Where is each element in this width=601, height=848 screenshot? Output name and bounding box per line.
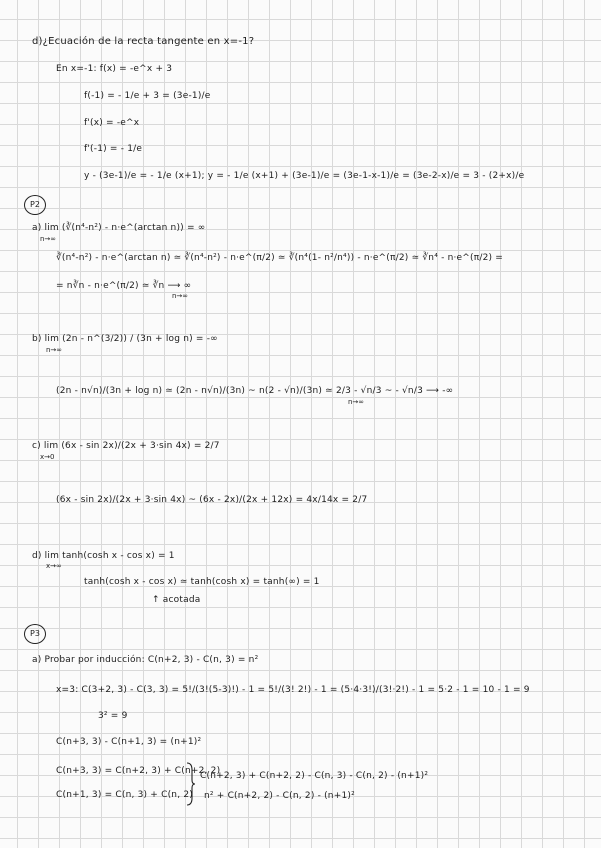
p2b-line-1-limit: n→∞	[348, 398, 365, 406]
p2b-line-1: (2n - n√n)/(3n + log n) ≃ (2n - n√n)/(3n) ~ n(2 - √n)/(3n) ≃ 2/3 - √n/3 ~ - √n/3 ⟶ -∞	[56, 386, 454, 396]
problem-badge-p2: P2	[24, 195, 46, 215]
p2c-title: c) lim (6x - sin 2x)/(2x + 3·sin 4x) = 2/7	[32, 441, 220, 451]
p2d-note-bounded: ↑ acotada	[152, 595, 201, 605]
tangent-line-4: f'(-1) = - 1/e	[84, 144, 143, 154]
p2a-limit-sub: n→∞	[40, 235, 57, 243]
p3a-line-5: C(n+1, 3) = C(n, 3) + C(n, 2)	[56, 790, 193, 800]
p3a-right-2: n² + C(n+2, 2) - C(n, 2) - (n+1)²	[204, 791, 355, 801]
p2a-line-1: ∛(n⁴-n²) - n·e^(arctan n) ≃ ∛(n⁴-n²) - n·e^(π/2) ≃ ∛(n⁴(1- n²/n⁴)) - n·e^(π/2) ≃ ∛n⁴ - n·e^(π/2) =	[56, 253, 504, 263]
p3a-line-2: 3² = 9	[98, 711, 128, 721]
p2d-title: d) lim tanh(cosh x - cos x) = 1	[32, 551, 175, 561]
tangent-question: d)¿Ecuación de la recta tangente en x=-1?	[32, 36, 255, 47]
p2c-line-1: (6x - sin 2x)/(2x + 3·sin 4x) ~ (6x - 2x)/(2x + 12x) = 4x/14x = 2/7	[56, 495, 368, 505]
tangent-line-5: y - (3e-1)/e = - 1/e (x+1); y = - 1/e (x+1) + (3e-1)/e = (3e-1-x-1)/e = (3e-2-x)/e = 3 - (2+x)/e	[84, 171, 525, 181]
tangent-line-3: f'(x) = -e^x	[84, 118, 140, 128]
p2c-limit-sub: x→0	[40, 453, 55, 461]
p2d-line-1: tanh(cosh x - cos x) ≃ tanh(cosh x) = tanh(∞) = 1	[84, 577, 320, 587]
tangent-line-1: En x=-1: f(x) = -e^x + 3	[56, 64, 173, 74]
p2a-line-2: = n∛n - n·e^(π/2) ≃ ∛n ⟶ ∞	[56, 281, 192, 291]
p2b-title: b) lim (2n - n^(3/2)) / (3n + log n) = -∞	[32, 334, 218, 344]
brace-icon	[186, 762, 196, 806]
p3a-right-1: C(n+2, 3) + C(n+2, 2) - C(n, 3) - C(n, 2) - (n+1)²	[200, 771, 429, 781]
p3a-title: a) Probar por inducción: C(n+2, 3) - C(n, 3) = n²	[32, 655, 259, 665]
p2a-title: a) lim (∛(n⁴-n²) - n·e^(arctan n)) = ∞	[32, 223, 206, 233]
p2b-limit-sub: n→∞	[46, 346, 63, 354]
p3a-line-4: C(n+3, 3) = C(n+2, 3) + C(n+2, 2)	[56, 766, 221, 776]
p3a-line-1: x=3: C(3+2, 3) - C(3, 3) = 5!/(3!(5-3)!) - 1 = 5!/(3! 2!) - 1 = (5·4·3!)/(3!·2!) - 1 = 5·2 - 1 = 10 - 1 = 9	[56, 685, 530, 695]
p2a-line-2-limit: n→∞	[172, 292, 189, 300]
p3a-line-3: C(n+3, 3) - C(n+1, 3) = (n+1)²	[56, 737, 202, 747]
tangent-line-2: f(-1) = - 1/e + 3 = (3e-1)/e	[84, 91, 211, 101]
problem-badge-p3: P3	[24, 624, 46, 644]
p2d-limit-sub: x→∞	[46, 562, 62, 570]
